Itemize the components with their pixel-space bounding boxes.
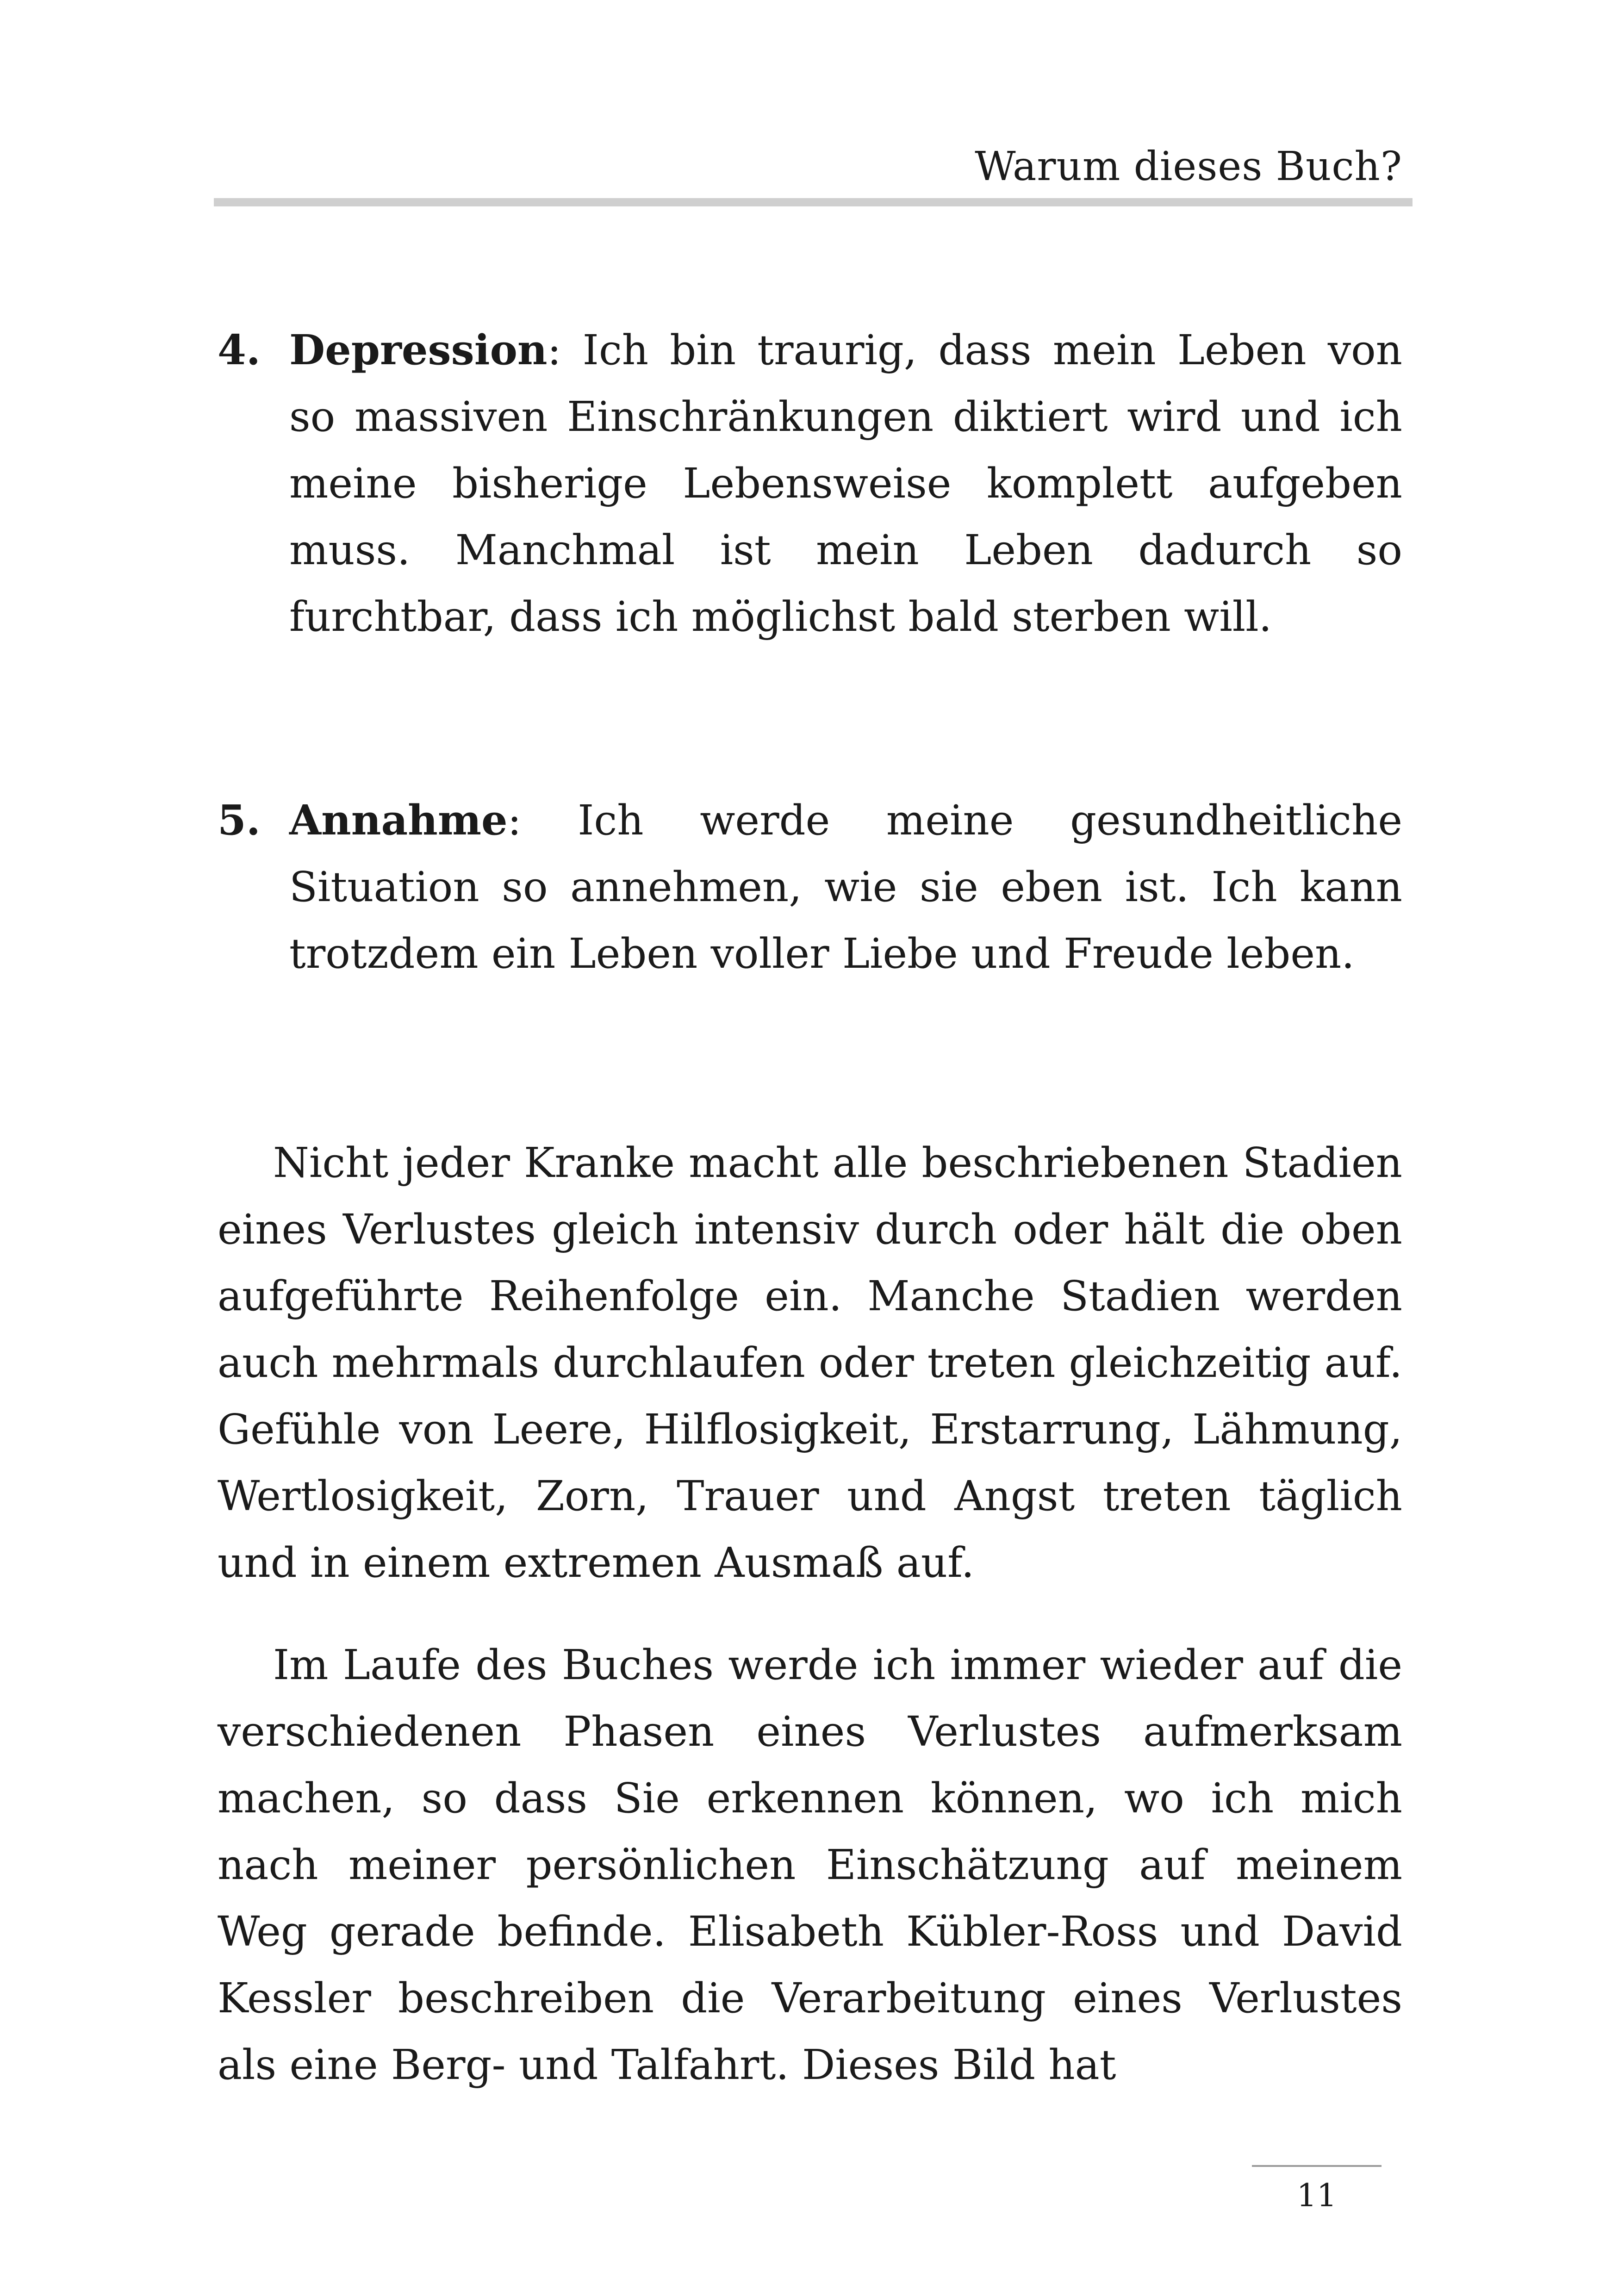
list-item-body bbox=[289, 787, 1402, 987]
body-paragraph: Nicht jeder Kranke macht alle beschriebenen Stadien eines Verlustes gleich intensiv durch oder hält die oben aufgeführte Reihenfolge ein. Manche Stadien werden auch mehrmals durchlaufen oder treten gleichzeitig auf. Gefühle von Leere, Hilflosigkeit, Erstarrung, Lähmung, Wertlosigkeit, Zorn, Trauer und Angst treten täglich und in einem extremen Ausmaß auf. bbox=[218, 1139, 1402, 1587]
body-paragraph: Im Laufe des Buches werde ich immer wieder auf die verschiedenen Phasen eines Verlustes aufmerksam machen, so dass Sie erkennen können, wo ich mich nach meiner persönlichen Einschätzung auf meinem Weg gerade befinde. Elisabeth Kübler-Ross und David Kessler beschreiben die Verarbeitung eines Verlustes als eine Berg- und Talfahrt. Dieses Bild hat bbox=[218, 1641, 1402, 2089]
list-item-body bbox=[289, 317, 1402, 650]
list-item-number: 4. bbox=[218, 325, 261, 374]
list-item-text: : Ich bin traurig, dass mein Leben von so massiven Einschränkungen diktiert wird und ich meine bisherige Lebensweise komplett aufgeben muss. Manchmal ist mein Leben dadurch so furchtbar, dass ich möglichst bald sterben will. bbox=[289, 326, 1402, 641]
list-item-term: Depression bbox=[289, 325, 548, 374]
page-number: 11 bbox=[1296, 2178, 1337, 2214]
running-head-title: Warum dieses Buch? bbox=[975, 143, 1402, 190]
header-rule bbox=[214, 198, 1413, 206]
list-item-text: : Ich werde meine gesundheitliche Situation so annehmen, wie sie eben ist. Ich kann trotzdem ein Leben voller Liebe und Freude leben. bbox=[289, 796, 1402, 977]
list-item-term: Annahme bbox=[289, 796, 508, 844]
list-item-depression bbox=[218, 317, 1402, 650]
list-item-number: 5. bbox=[218, 796, 261, 844]
footer-rule bbox=[1252, 2165, 1382, 2167]
list-item-annahme bbox=[218, 787, 1402, 987]
